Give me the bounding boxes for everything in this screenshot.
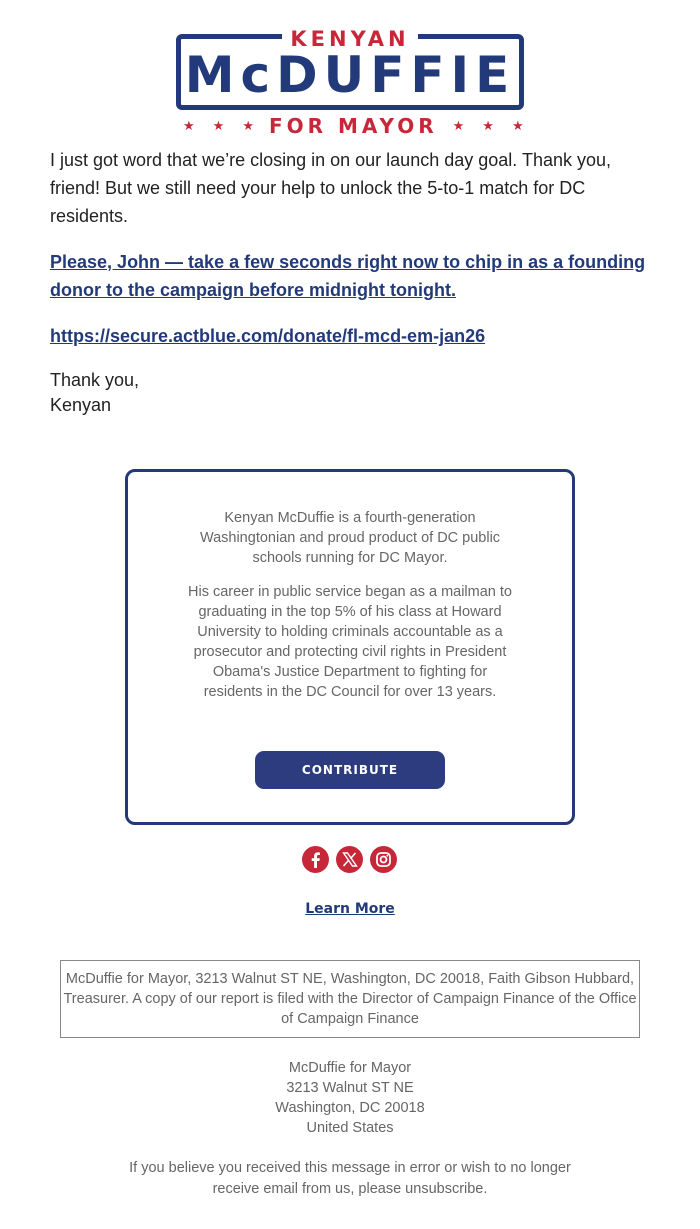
- social-links: [302, 846, 402, 874]
- logo-top-text: KENYAN: [174, 27, 526, 51]
- intro-paragraph: I just got word that we’re closing in on our launch day goal. Thank you, friend! But we still need your help to unlock the 5-to-1 match for DC residents.: [50, 150, 611, 226]
- instagram-icon[interactable]: [370, 846, 397, 873]
- learn-more-link[interactable]: Learn More: [305, 901, 395, 917]
- bio-paragraph-1: Kenyan McDuffie is a fourth-generation Washingtonian and proud product of DC public schools running for DC Mayor.: [199, 510, 501, 566]
- donate-url-link[interactable]: https://secure.actblue.com/donate/fl-mcd-em-jan26: [50, 326, 486, 346]
- campaign-logo: [174, 28, 526, 140]
- unsubscribe-text[interactable]: If you believe you received this message in error or wish to no longer receive email from us, please unsubscribe.: [129, 1160, 571, 1197]
- bio-card: [125, 469, 575, 825]
- facebook-icon[interactable]: [302, 846, 329, 873]
- logo-bottom-text: [174, 114, 526, 138]
- logo-name: McDUFFIE: [184, 46, 516, 104]
- address-line-1: McDuffie for Mayor: [288, 1060, 412, 1076]
- address-line-3: Washington, DC 20018: [275, 1100, 425, 1116]
- email-body: [50, 146, 655, 418]
- logo-subtitle: FOR MAYOR: [263, 114, 444, 138]
- star-icon: ★: [212, 119, 225, 134]
- contribute-button[interactable]: CONTRIBUTE: [255, 751, 445, 789]
- address-line-4: United States: [306, 1120, 394, 1136]
- signature-text: Kenyan: [50, 395, 112, 415]
- x-icon[interactable]: [336, 846, 363, 873]
- closing-text: Thank you,: [50, 370, 140, 390]
- address-line-2: 3213 Walnut ST NE: [286, 1080, 414, 1096]
- star-icon: ★: [242, 119, 254, 134]
- mailing-address: [200, 1058, 500, 1138]
- legal-disclaimer: McDuffie for Mayor, 3213 Walnut ST NE, Washington, DC 20018, Faith Gibson Hubbard, Treasurer. A copy of our report is filed with the Director of Campaign Finance of the Office of Campaign Finance: [60, 960, 640, 1038]
- donate-ask-link[interactable]: Please, John — take a few seconds right now to chip in as a founding donor to the campaign before midnight tonight.: [50, 252, 646, 300]
- star-icon: ★: [511, 119, 524, 134]
- bio-paragraph-2: His career in public service began as a mailman to graduating in the top 5% of his class at Howard University to holding criminals accountable as a prosecutor and protecting civil rights in President Obama's Justice Department to fighting for residents in the DC Council for over 13 years.: [188, 584, 512, 700]
- star-icon: ★: [183, 119, 195, 134]
- star-icon: ★: [482, 119, 494, 134]
- star-icon: ★: [452, 119, 465, 134]
